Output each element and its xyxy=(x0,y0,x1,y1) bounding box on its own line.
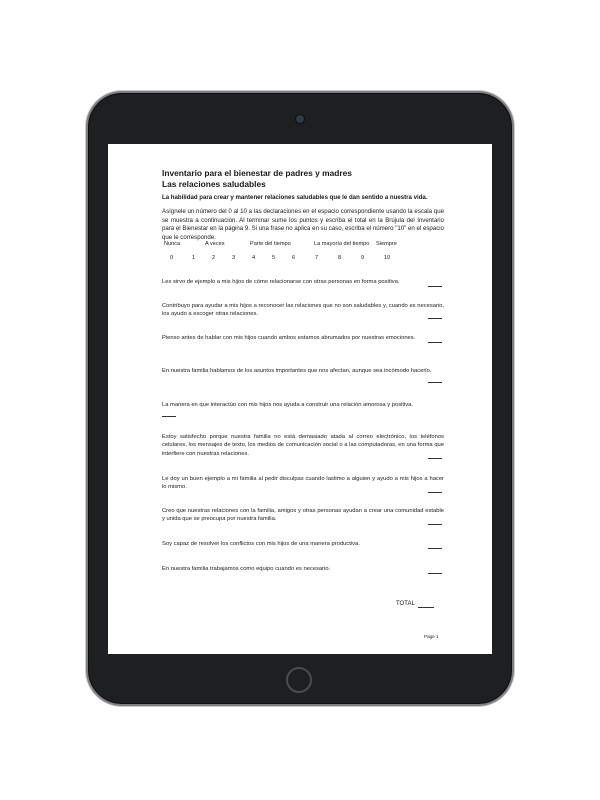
camera-icon xyxy=(296,115,304,123)
title-line-1: Inventario para el bienestar de padres y madres xyxy=(162,168,352,178)
statement-item: Soy capaz de resolver los conflictos con mis hijos de una manera productiva. xyxy=(162,541,360,547)
rating-scale xyxy=(162,241,444,265)
scale-label-parte: Parte del tiempo xyxy=(250,241,291,247)
title-line-2: Las relaciones saludables xyxy=(162,179,266,189)
scale-number: 3 xyxy=(232,255,236,261)
answer-blank[interactable] xyxy=(428,382,442,383)
scale-number: 5 xyxy=(272,255,276,261)
scale-label-mayoria: La mayoría del tiempo xyxy=(314,241,370,247)
statement-item: La manera en que interactúo con mis hijos nos ayuda a construir una relación amorosa y positiva. xyxy=(162,402,414,408)
scale-number: 9 xyxy=(361,255,365,261)
home-button[interactable] xyxy=(286,667,312,693)
statement-item: Creo que nuestras relaciones con la familia, amigos y otras personas ayudan a crear una comunidad estable y unida que se preocupa por nuestra familia. xyxy=(162,508,444,523)
answer-blank[interactable] xyxy=(428,286,442,287)
scale-number: 6 xyxy=(292,255,296,261)
answer-blank[interactable] xyxy=(162,416,176,417)
total-row xyxy=(396,601,434,608)
scale-label-nunca: Nunca xyxy=(164,241,181,247)
page-title xyxy=(162,168,352,190)
statement-item: En nuestra familia hablamos de los asuntos importantes que nos afectan, aunque sea incómodo hacerlo. xyxy=(162,368,432,374)
statement-item: Les sirvo de ejemplo a mis hijos de cómo relacionarse con otras personas en forma positiva. xyxy=(162,279,400,285)
answer-blank[interactable] xyxy=(428,492,442,493)
answer-blank[interactable] xyxy=(428,573,442,574)
scale-number: 8 xyxy=(338,255,342,261)
answer-blank[interactable] xyxy=(428,524,442,525)
answer-blank[interactable] xyxy=(428,318,442,319)
subtitle: La habilidad para crear y mantener relaciones saludables que le dan sentido a nuestra vida. xyxy=(162,194,428,201)
tablet-device xyxy=(86,91,514,706)
statement-item: En nuestra familia trabajamos como equipo cuando es necesario. xyxy=(162,566,331,572)
statement-item: Contribuyo para ayudar a mis hijos a reconocer las relaciones que no son saludables y, cuando es necesario, los ayudo a escoger otras relaciones. xyxy=(162,303,444,318)
statement-item: Estoy satisfecho porque nuestra familia no está demasiado atada al correo electrónico, los teléfonos celulares, los mensajes de texto, los medios de comunicación social o a las computadoras, en una forma que interfiere con nuestras relaciones. xyxy=(162,434,444,457)
scale-number: 2 xyxy=(212,255,216,261)
answer-blank[interactable] xyxy=(428,548,442,549)
total-label: TOTAL xyxy=(396,601,415,607)
statement-item: Le doy un buen ejemplo a mi familia al pedir disculpas cuando lastimo a alguien y ayudo a mis hijos a hacer lo mismo. xyxy=(162,476,444,491)
answer-blank[interactable] xyxy=(428,342,442,343)
page-number: Page 1 xyxy=(424,634,439,639)
answer-blank[interactable] xyxy=(428,458,442,459)
tablet-screen xyxy=(108,144,492,654)
statement-item: Pienso antes de hablar con mis hijos cuando ambos estamos abrumados por nuestras emociones. xyxy=(162,335,416,341)
scale-number: 1 xyxy=(192,255,196,261)
scale-number: 4 xyxy=(252,255,256,261)
instructions: Asígnele un número del 0 al 10 a las declaraciones en el espacio correspondiente usando la escala que se muestra a continuación. Al terminar sume los puntos y escriba el total en la Brújula del Inventario para el Bienestar en la página 9. Si una frase no aplica en su caso, escriba el número "10" en el espacio que le corresponde. xyxy=(162,208,444,241)
scale-label-a-veces: A veces xyxy=(205,241,225,247)
total-blank[interactable] xyxy=(418,601,434,608)
scale-label-siempre: Siempre xyxy=(376,241,397,247)
scale-number: 10 xyxy=(384,255,391,261)
scale-number: 7 xyxy=(315,255,319,261)
scale-number: 0 xyxy=(170,255,174,261)
